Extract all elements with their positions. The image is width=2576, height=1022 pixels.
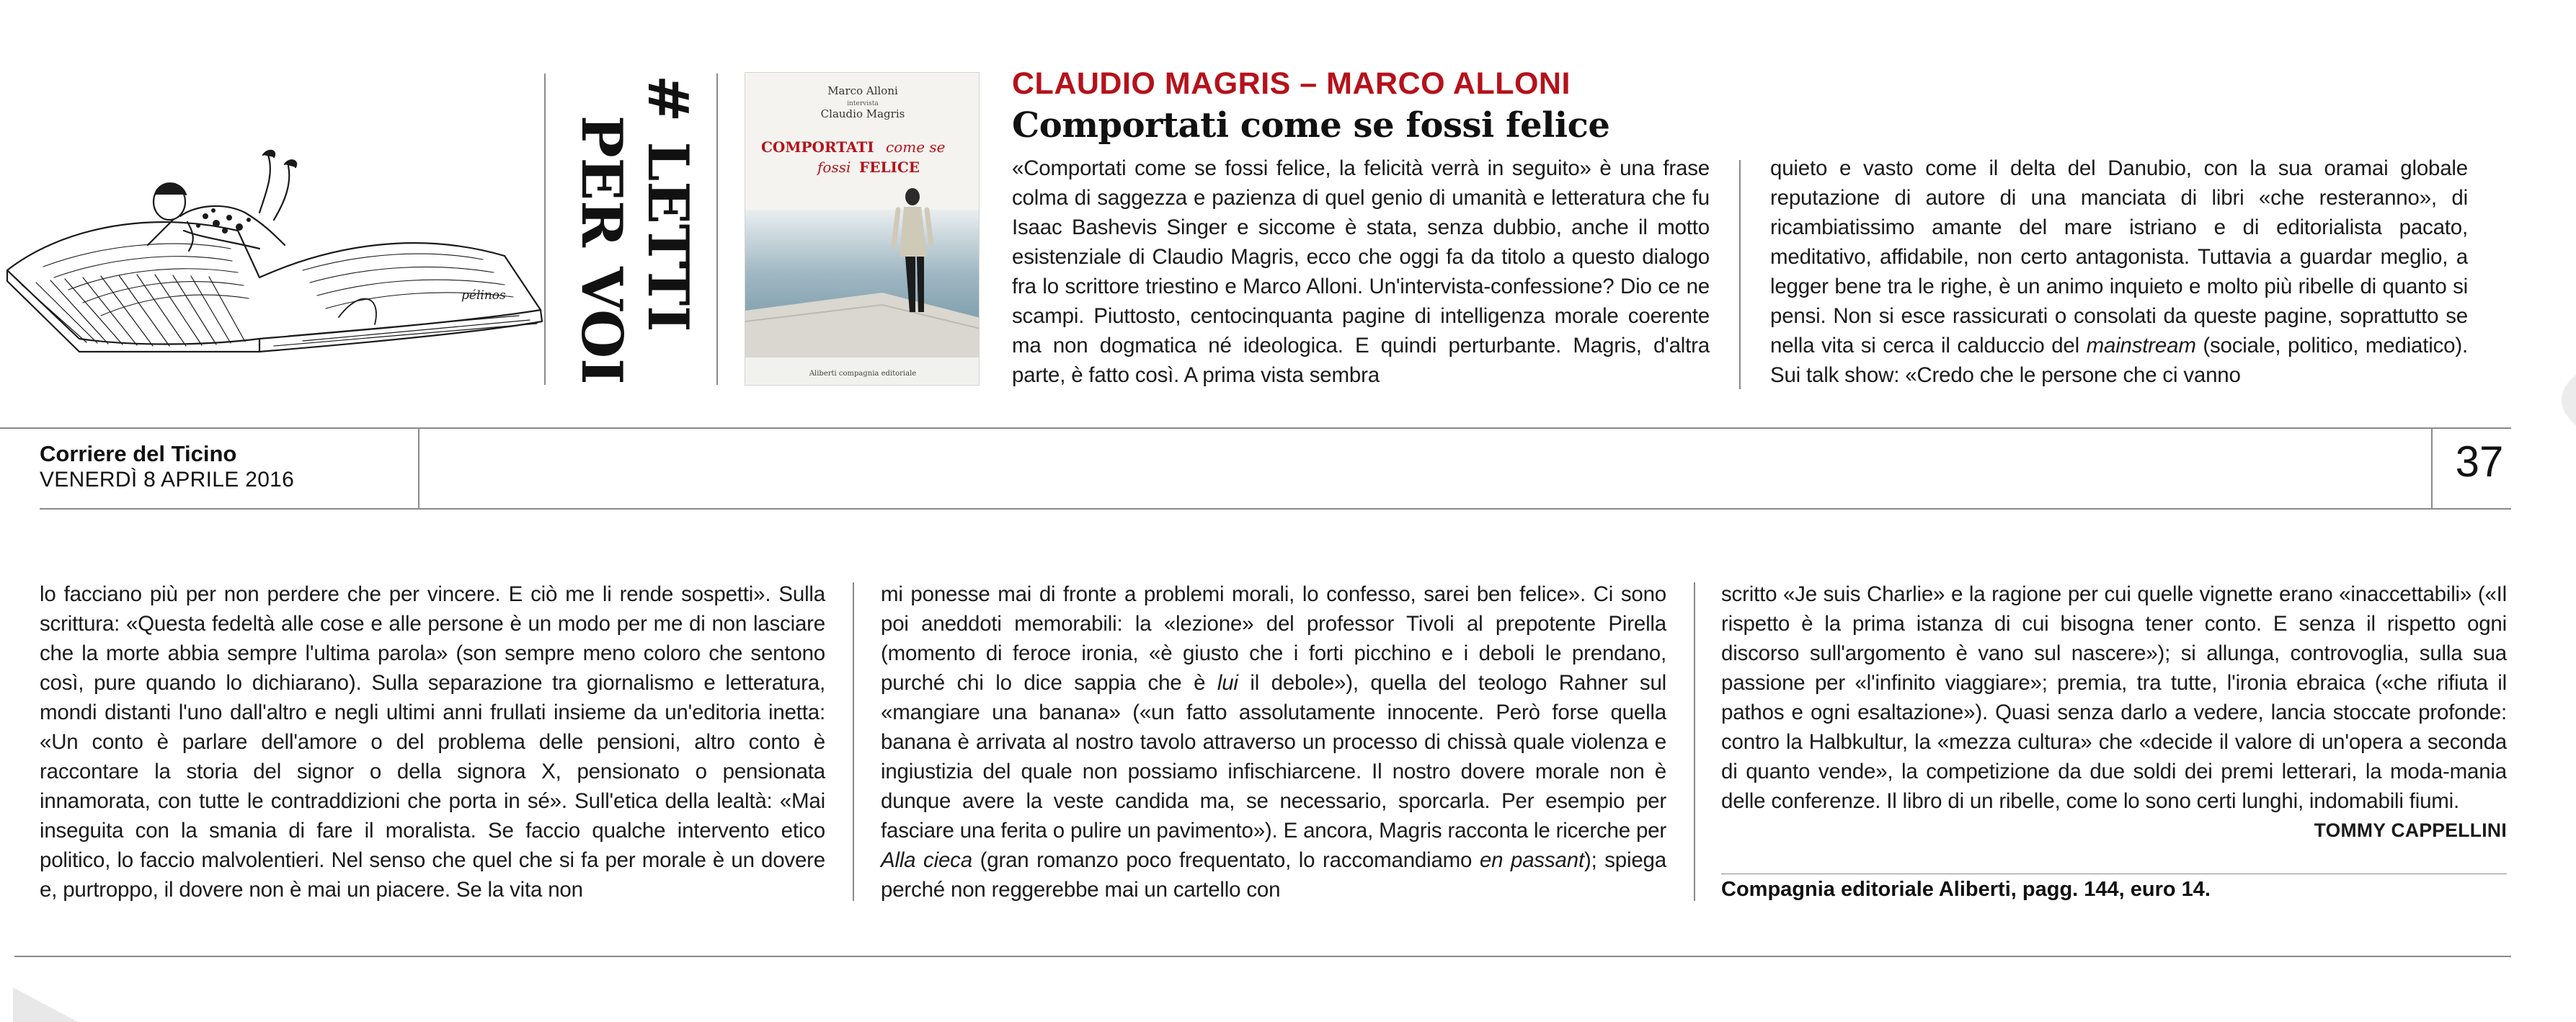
section-rule-right xyxy=(716,74,718,385)
footer-rule xyxy=(14,956,2511,957)
bottom-col-2-part-b: il debole»), quella del teologo Rahner sul «mangiare una banana» («un fatto assolutamente innocente. Però forse quella banana è arrivata al nostro tavolo attraverso un processo di chissà quale violenza e ingiustizia del quale non possiamo infischiarcene. Il nostro dovere morale non è dunque avere la veste candida ma, se necessario, sporcarla. Per esempio per fasciare una ferita o pulire un pavimento»). E ancora, Magris racconta le ricerche per xyxy=(881,671,1667,843)
article-text-top-col-1: «Comportati come se fossi felice, la felicità verrà in seguito» è una frase colma di saggezza e pazienza di quel genio di umanità e letteratura che fu Isaac Bashevis Singer e siccome è stata, senza dubbio, anche il motto esistenziale di Claudio Magris, ecco che oggi fa da titolo a questo dialogo fra lo scrittore triestino e Marco Alloni. Un'intervista-confessione? Dio ce ne scampi. Piuttosto, centocinquanta pagine di intelligenza morale coerente ma non dogmatica né ideologica. E quindi perturbante. Magris, d'altra parte, è fatto così. A prima vista sembra xyxy=(1012,156,1710,387)
page-number: 37 xyxy=(2455,437,2504,486)
article-signature: TOMMY CAPPELLINI xyxy=(2314,819,2507,841)
cover-title-red-1: COMPORTATI xyxy=(761,138,874,156)
book-info: Compagnia editoriale Aliberti, pagg. 144, euro 14. xyxy=(1721,878,2211,901)
bottom-col-3-text: scritto «Je suis Charlie» e la ragione per cui quelle vignette erano «inaccettabili» («Il rispetto è la prima istanza di cui bisogna tener conto. E senza il rispetto ogni discorso sull'argomento è vano sul nascere»); si allunga, controvoglia, sulla sua passione per «l'infinito viaggiare»; premia, tra tutte, l'ironia ebraica («che rifiuta il pathos e ogni esaltazione»). Quasi senza darlo a vedere, lancia stoccate profonde: contro la Halbkultur, la «mezza cultura» che «decide il valore di un'opera a seconda di quanto vende», la competizione da due soldi dei premi letterari, la moda-mania delle conferenze. Il libro di un ribelle, come lo sono certi lunghi, indomabili fiumi. xyxy=(1721,582,2507,813)
masthead-divider-left xyxy=(418,427,419,510)
bottom-col-2-italic-alla-cieca: Alla cieca xyxy=(881,848,972,872)
top-col-2-part-b: (sociale, politico, mediatico). Sui talk show: «Credo che le persone che ci vanno xyxy=(1770,334,2468,387)
illustration-signature: pélinos xyxy=(461,288,506,303)
cover-title-red-2: FELICE xyxy=(859,159,920,176)
article-title: Comportati come se fossi felice xyxy=(1012,105,1610,146)
masthead-rule-bottom xyxy=(40,508,2511,510)
book-cover xyxy=(745,72,980,386)
cover-author-bottom: Claudio Magris xyxy=(820,107,905,120)
masthead-rule-top xyxy=(0,427,2511,429)
article-text-bottom-col-2 xyxy=(881,579,1666,905)
top-col-2-part-a: quieto e vasto come il delta del Danubio, con la sua oramai globale reputazione di autore di una manciata di libri «che resteranno», di ricambiatissimo amante del mare istriano e di editorialista pacato, meditativo, affidabile, non certo antagonista. Tuttavia a guardar meglio, a legger bene tra le righe, è un animo inquieto e molto più ribelle di quanto si pensi. Non si esce rassicurati o consolati da queste pagine, soprattutto se nella vita si cerca il calduccio del xyxy=(1770,156,2468,357)
section-rule-left xyxy=(544,74,546,385)
top-column-divider xyxy=(1739,160,1741,389)
bottom-col-2-part-d: ); spiega perché non reggerebbe mai un cartello con xyxy=(881,848,1666,902)
bottom-col-2-italic-lui: lui xyxy=(1217,671,1238,695)
section-title-vertical xyxy=(562,72,706,389)
section-hash-title: # LETTI xyxy=(635,75,701,332)
article-text-bottom-col-3 xyxy=(1721,579,2507,845)
masthead-divider-right xyxy=(2431,427,2433,510)
bottom-col-2-part-c: (gran romanzo poco frequentato, lo raccomandiamo xyxy=(980,848,1473,872)
issue-date: VENERDÌ 8 APRILE 2016 xyxy=(40,468,295,492)
bottom-column-divider-2 xyxy=(1694,582,1695,901)
bottom-col-2-italic-en-passant: en passant xyxy=(1479,848,1584,872)
cover-author-top: Marco Alloni xyxy=(827,84,898,97)
page-corner-mark xyxy=(13,987,78,1022)
cover-publisher: Aliberti compagnia editoriale xyxy=(809,370,917,378)
article-text-bottom-col-1: lo facciano più per non perdere che per vincere. E ciò me li rende sospetti». Sulla scrittura: «Questa fedeltà alle cose e alle persone è un modo per me di non lasciare che la morte abbia sempre l'ultima parola» (son sempre meno coloro che sentono così, pure quando lo dichiarano). Sulla separazione tra giornalismo e letteratura, mondi distanti l'uno dall'altro e negli ultimi anni frullati insieme da un'editoria inetta: «Un conto è parlare dell'amore o del problema delle pensioni, altro conto è raccontare la storia del signor o della signora X, pensionato o pensionata innamorata, con tutte le contraddizioni che porta in sé». Sull'etica della lealtà: «Mai inseguita con la smania di fare il moralista. Se faccio qualche intervento etico politico, lo faccio malvolentieri. Nel senso che quel che si fa per morale è un dovere e, purtroppo, il dovere non è mai un piacere. Se la vita non xyxy=(40,582,825,902)
top-col-2-italic-mainstream: mainstream xyxy=(2086,334,2196,357)
article-text-top-col-2 xyxy=(1770,154,2468,390)
reader-on-book-illustration xyxy=(0,123,548,368)
bottom-column-divider-1 xyxy=(853,582,854,901)
article-authors: CLAUDIO MAGRIS – MARCO ALLONI xyxy=(1012,66,1571,101)
cover-title-italic-1: come se xyxy=(886,138,946,156)
cover-title-italic-2: fossi xyxy=(817,159,851,176)
cover-intervista: intervista xyxy=(847,100,879,107)
bottom-col-2-part-a: mi ponesse mai di fronte a problemi morali, lo confesso, sarei ben felice». Ci sono poi aneddoti memorabili: la «lezione» del professor Tivoli al prepotente Pirella (momento di feroce ironia, «è giusto che i forti picchino e i deboli le prendano, purché chi lo dice sappia che è xyxy=(881,582,1666,695)
newspaper-name: Corriere del Ticino xyxy=(40,441,237,466)
page-curl-mark xyxy=(2551,375,2576,425)
section-sub-title: PER VOI xyxy=(569,115,634,385)
